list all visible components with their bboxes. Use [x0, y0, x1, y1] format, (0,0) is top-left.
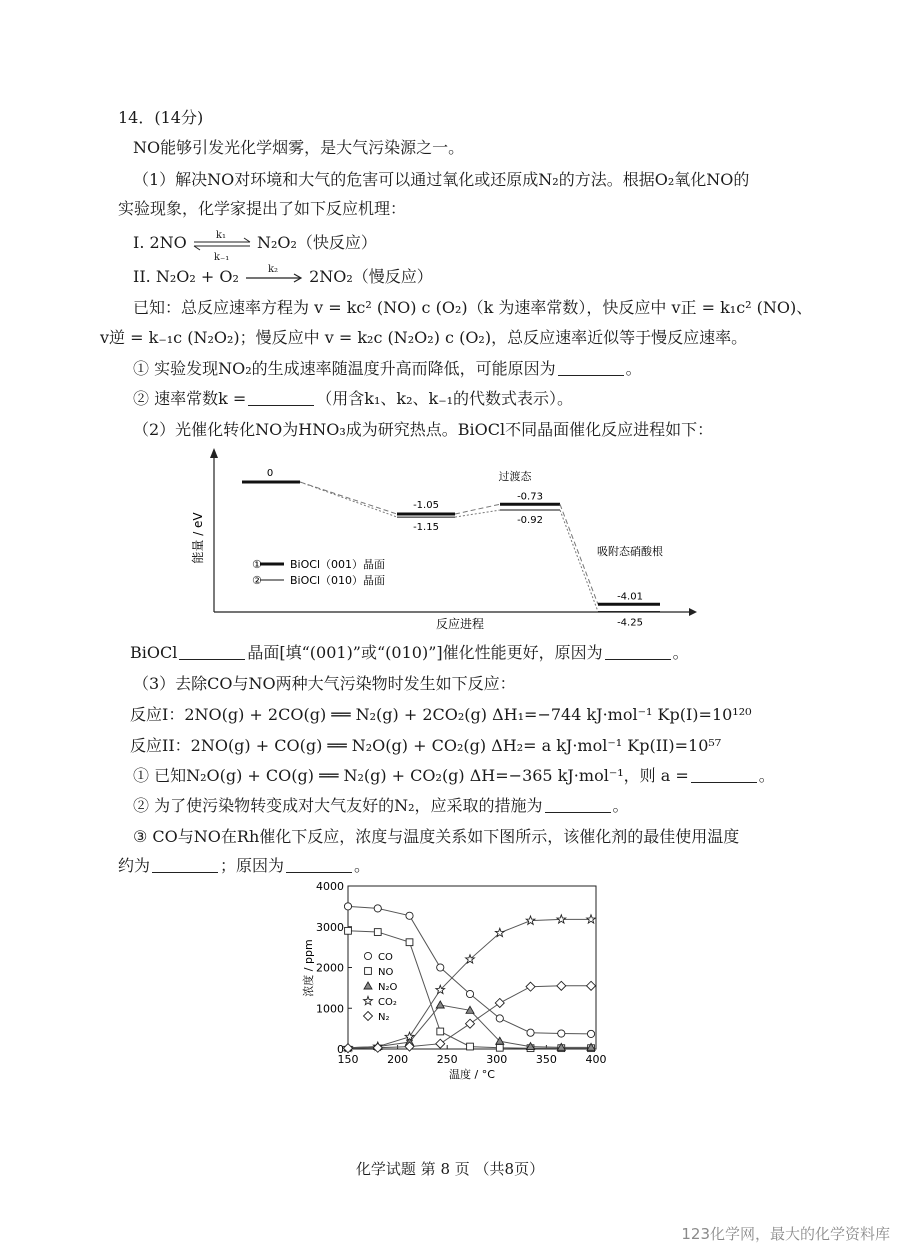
- data-point-4: [495, 998, 504, 1007]
- concentration-chart: [300, 876, 620, 1086]
- watermark: 123化学网，最大的化学资料库: [681, 1225, 890, 1243]
- k2-label: k₂: [267, 264, 279, 275]
- energy-value-label: -1.15: [413, 522, 439, 534]
- q2-text-b: 晶面[填“(001)”或“(010)”]催化性能更好，原因为: [247, 643, 603, 662]
- k-1-label: k₋₁: [213, 252, 230, 263]
- data-point-0: [587, 1030, 594, 1037]
- q3-sub3-b: [118, 856, 370, 876]
- answer-blank[interactable]: [248, 391, 314, 406]
- x-tick-label: 300: [486, 1053, 508, 1066]
- x-tick-label: 350: [535, 1053, 557, 1066]
- part3-text: （3）去除CO与NO两种大气污染物时发生如下反应：: [133, 674, 516, 693]
- answer-blank[interactable]: [286, 858, 352, 873]
- q1-sub1-end: 。: [625, 359, 642, 378]
- legend-label: N₂: [378, 1012, 390, 1023]
- q1-sub1: [133, 359, 642, 379]
- data-point-3: [526, 916, 535, 924]
- q2-answer-line: [130, 643, 689, 663]
- data-point-4: [526, 982, 535, 991]
- data-point-1: [406, 939, 413, 946]
- legend-label: CO₂: [378, 997, 397, 1008]
- data-point-4: [587, 981, 596, 990]
- answer-blank[interactable]: [691, 768, 757, 783]
- legend-label-001: BiOCl（001）晶面: [290, 558, 385, 571]
- answer-blank[interactable]: [545, 798, 611, 813]
- q3-sub3-a: ③ CO与NO在Rh催化下反应，浓度与温度关系如下图所示，该催化剂的最佳使用温度: [133, 827, 740, 846]
- legend-marker: [364, 996, 373, 1004]
- y-tick-label: 1000: [316, 1002, 344, 1016]
- q1-sub1-text: ① 实验发现NO₂的生成速率随温度升高而降低，可能原因为: [133, 359, 556, 378]
- data-point-0: [374, 905, 381, 912]
- level-001-connector-1: [455, 504, 500, 514]
- data-point-0: [344, 903, 351, 910]
- q3-sub2-text: ② 为了使污染物转变成对大气友好的N₂，应采取的措施为: [133, 796, 543, 815]
- q3-sub3-text-c: ；原因为: [220, 856, 285, 875]
- y-tick-label: 2000: [316, 961, 344, 975]
- answer-blank[interactable]: [558, 361, 624, 376]
- data-point-3: [587, 915, 596, 923]
- q3-sub1-end: 。: [758, 766, 775, 785]
- answer-blank[interactable]: [152, 858, 218, 873]
- q3-sub1: [133, 766, 775, 786]
- page-footer: 化学试题 第 8 页 （共8页）: [355, 1160, 545, 1178]
- energy-value-label: -4.01: [617, 591, 643, 603]
- level-010-connector-1: [455, 510, 500, 517]
- y-tick-label: 3000: [316, 920, 344, 934]
- adsorbed-nitrate-label: 吸附态硝酸根: [597, 545, 663, 558]
- legend-label: CO: [378, 952, 393, 963]
- part1-text-a: （1）解决NO对环境和大气的危害可以通过氧化或还原成N₂的方法。根据O₂氧化NO的: [133, 170, 750, 189]
- reaction-2: [133, 264, 433, 287]
- reaction-2-right: 2NO₂（慢反应）: [309, 267, 433, 286]
- x-tick-label: 250: [436, 1053, 458, 1066]
- data-point-1: [437, 1028, 444, 1035]
- data-point-2: [436, 1001, 444, 1008]
- equilibrium-arrow-icon: [192, 230, 252, 263]
- legend-marker-1: ①: [252, 558, 262, 571]
- q2-text-c: 。: [672, 643, 689, 662]
- legend-label-010: BiOCl（010）晶面: [290, 574, 385, 587]
- energy-xlabel: 反应进程: [435, 617, 485, 631]
- legend-marker: [365, 968, 372, 975]
- data-point-4: [344, 1044, 353, 1053]
- legend-marker: [364, 982, 372, 989]
- x-tick-label: 200: [387, 1053, 409, 1066]
- legend-label: NO: [378, 967, 394, 978]
- data-point-0: [437, 964, 444, 971]
- energy-value-label: -1.05: [413, 500, 439, 512]
- answer-blank[interactable]: [179, 645, 245, 660]
- legend-marker-2: ②: [252, 574, 262, 587]
- energy-value-label: 0: [266, 468, 274, 479]
- legend-marker: [364, 952, 371, 959]
- data-point-0: [466, 990, 473, 997]
- known-text-a: 已知：总反应速率方程为 v = kc² (NO) c (O₂)（k 为速率常数），快反应中 v正 = k₁c² (NO)、: [133, 298, 813, 317]
- q3-sub2-end: 。: [612, 796, 629, 815]
- energy-diagram: [190, 440, 710, 635]
- x-axis-arrow-icon: [689, 608, 697, 616]
- reaction-1: [133, 230, 377, 263]
- legend-label: N₂O: [378, 982, 398, 993]
- y-tick-label: 0: [337, 1043, 344, 1056]
- data-point-0: [527, 1029, 534, 1036]
- q1-sub2: [133, 389, 573, 409]
- data-point-4: [466, 1019, 475, 1028]
- chart-ylabel: 浓度 / ppm: [302, 939, 315, 997]
- known-text-b: v逆 = k₋₁c (N₂O₂)；慢反应中 v = k₂c (N₂O₂) c (O₂)，总反应速率近似等于慢反应速率。: [100, 328, 748, 347]
- data-point-1: [345, 927, 352, 934]
- forward-arrow-icon: [244, 264, 304, 284]
- data-point-0: [406, 912, 413, 919]
- k1-label: k₁: [215, 230, 226, 241]
- energy-value-label: -0.92: [517, 515, 543, 527]
- legend-marker: [364, 1012, 373, 1021]
- data-point-4: [557, 981, 566, 990]
- data-point-1: [496, 1044, 503, 1051]
- q1-sub2-end: （用含k₁、k₂、k₋₁的代数式表示）。: [316, 389, 574, 408]
- level-001-connector-0: [300, 482, 397, 514]
- reaction-1-right: N₂O₂（快反应）: [256, 233, 377, 252]
- level-010-connector-0: [300, 482, 397, 517]
- y-tick-label: 4000: [316, 880, 344, 893]
- level-001-connector-2: [560, 504, 598, 604]
- x-tick-label: 400: [585, 1053, 607, 1066]
- reaction-1-left: I. 2NO: [133, 233, 187, 252]
- reaction-I: 反应I：2NO(g) + 2CO(g) ══ N₂(g) + 2CO₂(g) ΔH₁=−744 kJ·mol⁻¹ Kp(I)=10¹²⁰: [130, 705, 752, 724]
- y-axis-arrow-icon: [210, 448, 218, 458]
- reaction-2-left: II. N₂O₂ + O₂: [133, 267, 239, 286]
- chart-xlabel: 温度 / °C: [449, 1068, 495, 1081]
- energy-ylabel: 能量 / eV: [191, 512, 205, 564]
- energy-value-label: -0.73: [517, 491, 543, 503]
- q3-sub3-text-d: 。: [354, 856, 371, 875]
- data-point-3: [557, 915, 566, 923]
- q3-sub1-text: ① 已知N₂O(g) + CO(g) ══ N₂(g) + CO₂(g) ΔH=−365 kJ·mol⁻¹，则 a =: [133, 766, 689, 785]
- q2-text-a: BiOCl: [130, 643, 178, 662]
- intro-text: NO能够引发光化学烟雾，是大气污染源之一。: [133, 138, 465, 157]
- data-point-1: [467, 1043, 474, 1050]
- energy-value-label: -4.25: [617, 617, 643, 629]
- level-010-connector-2: [560, 510, 598, 612]
- reaction-II: 反应II：2NO(g) + CO(g) ══ N₂O(g) + CO₂(g) ΔH₂= a kJ·mol⁻¹ Kp(II)=10⁵⁷: [130, 736, 722, 755]
- question-header: 14．(14分): [118, 108, 204, 127]
- q3-sub2: [133, 796, 629, 816]
- data-point-0: [496, 1015, 503, 1022]
- data-point-1: [374, 929, 381, 936]
- transition-state-label: 过渡态: [498, 470, 532, 483]
- answer-blank[interactable]: [605, 645, 671, 660]
- q1-sub2-text: ② 速率常数k =: [133, 389, 247, 408]
- part1-text-b: 实验现象，化学家提出了如下反应机理：: [118, 199, 407, 218]
- x-tick-label: 150: [337, 1053, 359, 1066]
- data-point-4: [436, 1039, 445, 1048]
- q3-sub3-text-b: 约为: [118, 856, 151, 875]
- data-point-0: [558, 1030, 565, 1037]
- part2-text: （2）光催化转化NO为HNO₃成为研究热点。BiOCl不同晶面催化反应进程如下：: [133, 420, 714, 439]
